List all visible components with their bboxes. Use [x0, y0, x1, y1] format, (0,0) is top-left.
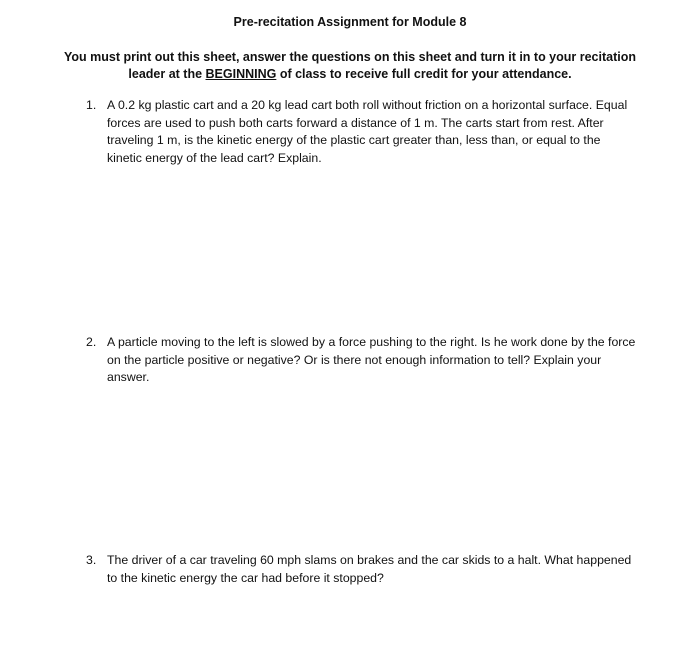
question-2 — [86, 334, 636, 387]
question-text: A 0.2 kg plastic cart and a 20 kg lead cart both roll without friction on a horizontal surface. Equal forces are used to push both carts forward a distance of 1 m. The carts start from rest. After traveling 1 m, is the kinetic energy of the plastic cart greater than, less than, or equal to the kinetic energy of the lead cart? Explain. — [107, 98, 628, 165]
instructions-text-after: of class to receive full credit for your attendance. — [276, 67, 572, 81]
instructions-paragraph — [60, 49, 640, 83]
question-number: 1. — [86, 98, 97, 112]
question-text: A particle moving to the left is slowed by a force pushing to the right. Is he work done by the force on the particle positive or negative? Or is there not enough information to tell? Explain your answer. — [107, 335, 636, 384]
page-title: Pre-recitation Assignment for Module 8 — [233, 15, 467, 29]
instructions-emphasis: BEGINNING — [205, 67, 277, 81]
question-text: The driver of a car traveling 60 mph slams on brakes and the car skids to a halt. What happened to the kinetic energy the car had before it stopped? — [107, 553, 632, 585]
question-3 — [86, 552, 636, 587]
instructions-text-before: You must print out this sheet, answer the questions on this sheet and turn it in to your recitation leader at the — [63, 50, 637, 81]
question-number: 3. — [86, 553, 97, 567]
question-1 — [86, 97, 636, 167]
question-number: 2. — [86, 335, 97, 349]
